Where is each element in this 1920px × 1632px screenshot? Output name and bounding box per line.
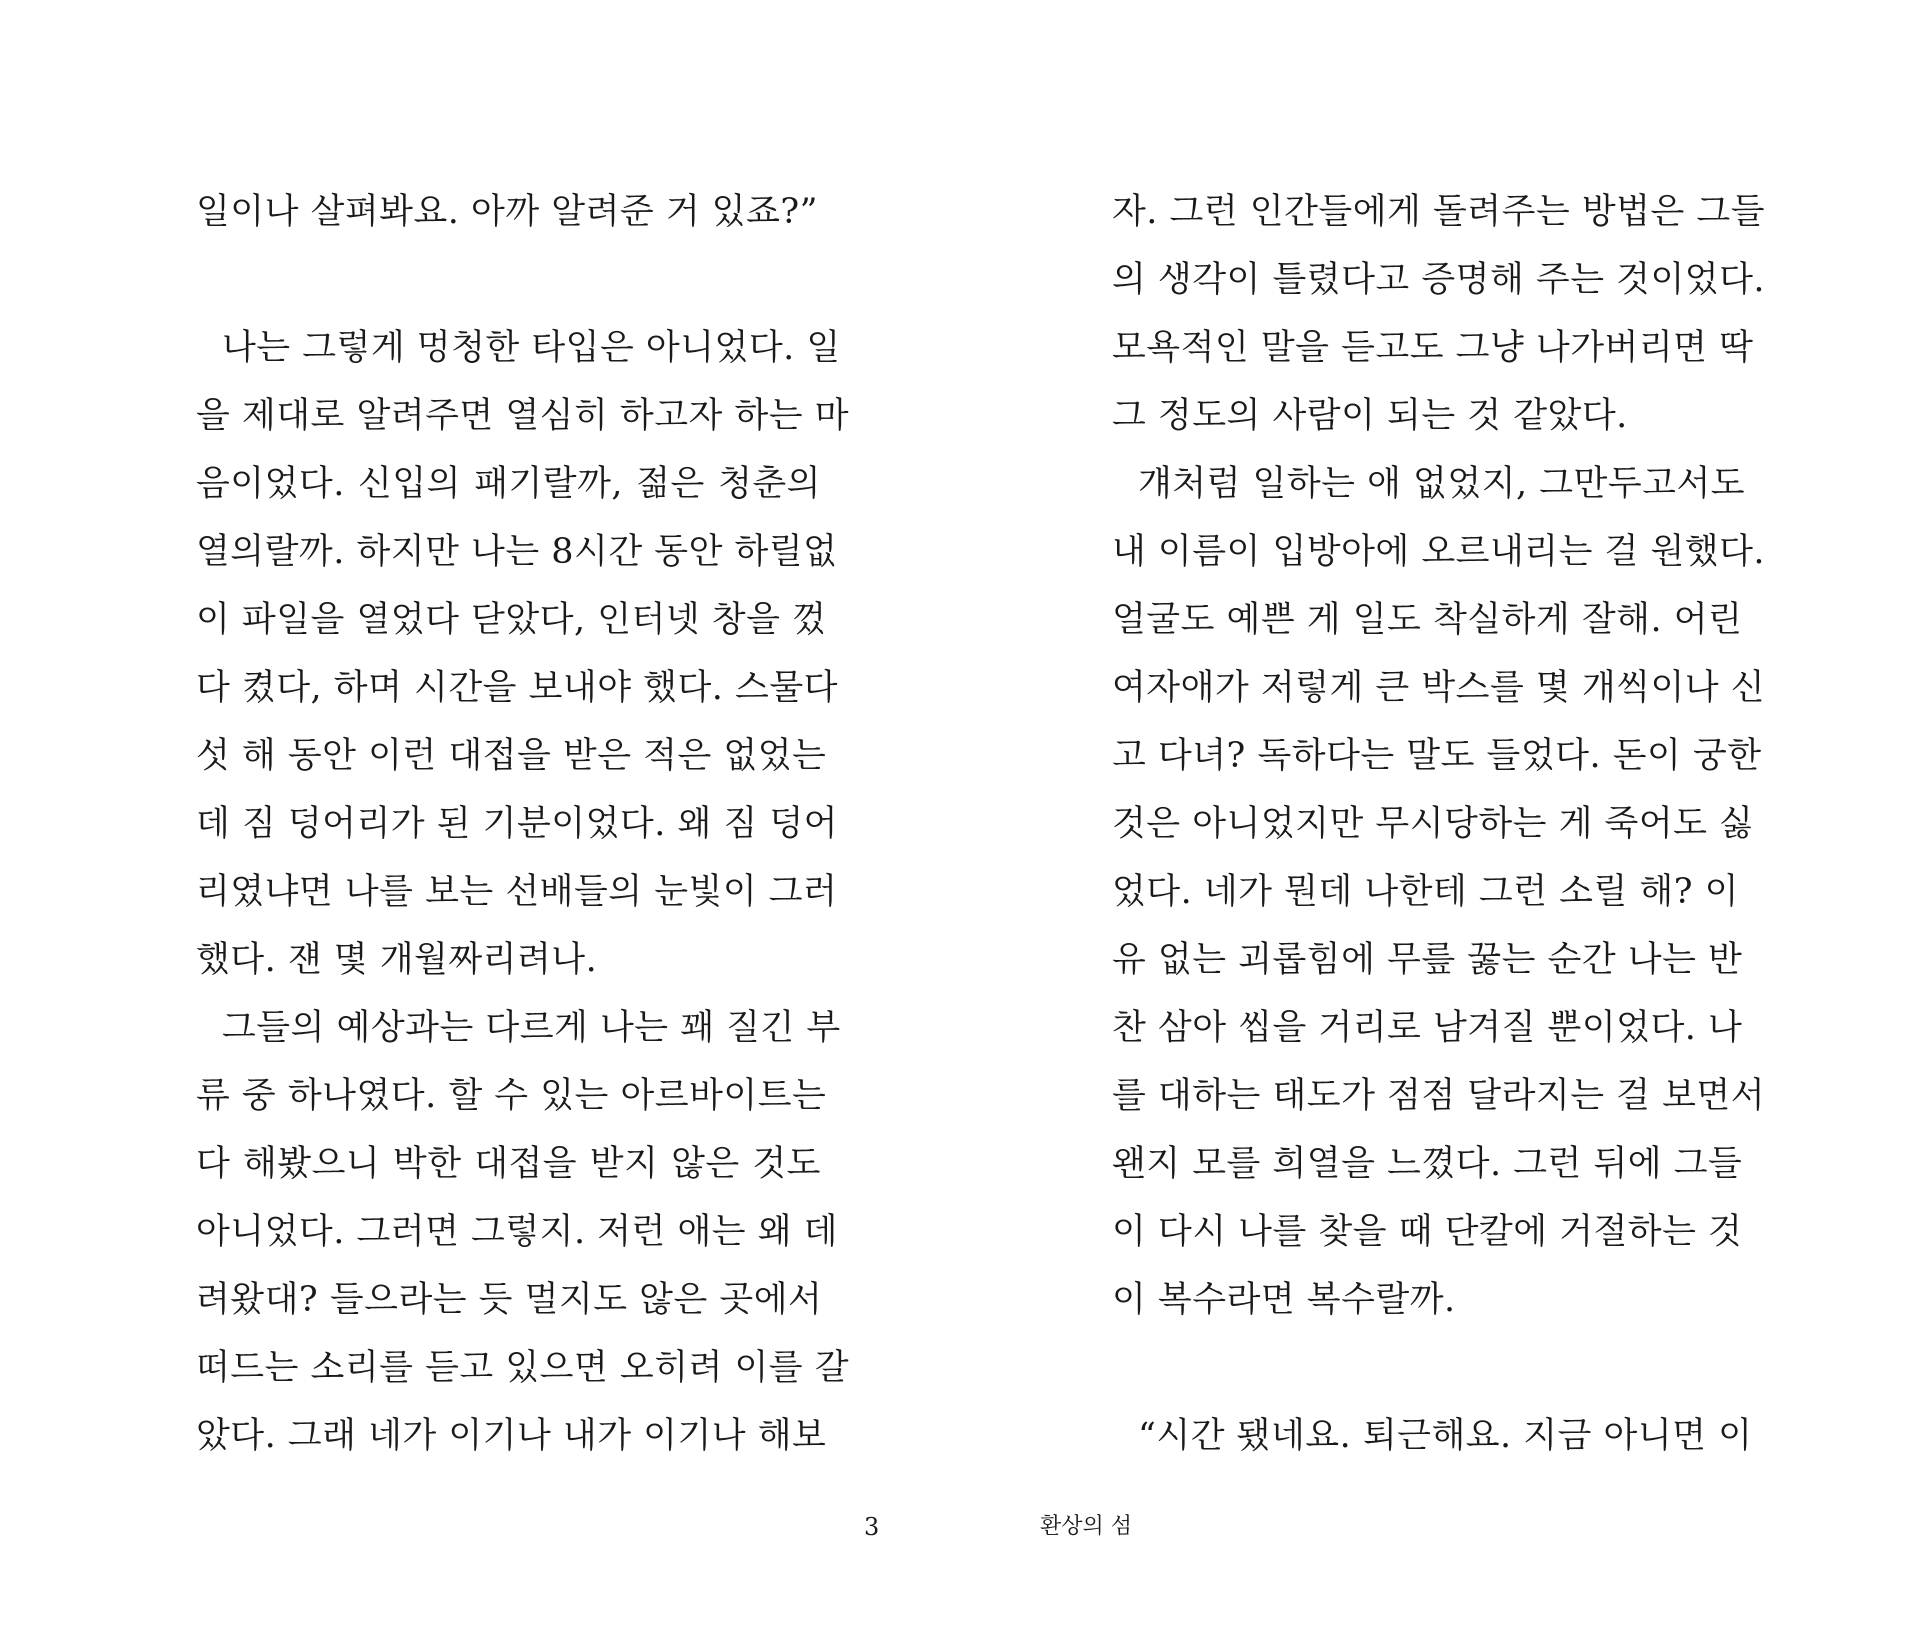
text-line: 찬 삼아 씹을 거리로 남겨질 뿐이었다. 나 xyxy=(1112,1008,1743,1048)
text-line: 했다. 쟨 몇 개월짜리려나. xyxy=(196,940,598,980)
text-line: 얼굴도 예쁜 게 일도 착실하게 잘해. 어린 xyxy=(1112,600,1743,640)
text-line: 려왔대? 들으라는 듯 멀지도 않은 곳에서 xyxy=(196,1280,823,1320)
text-line: 유 없는 괴롭힘에 무릎 꿇는 순간 나는 반 xyxy=(1112,940,1743,980)
text-line: 걔처럼 일하는 애 없었지, 그만두고서도 xyxy=(1138,464,1746,504)
text-line: 일이나 살펴봐요. 아까 알려준 거 있죠?” xyxy=(196,192,819,232)
text-line: 리였냐면 나를 보는 선배들의 눈빛이 그러 xyxy=(196,872,838,912)
text-line: 그 정도의 사람이 되는 것 같았다. xyxy=(1112,396,1628,436)
right-page-body xyxy=(1112,178,1766,1470)
text-line: 았다. 그래 네가 이기나 내가 이기나 해보 xyxy=(196,1416,827,1456)
text-line: 류 중 하나였다. 할 수 있는 아르바이트는 xyxy=(196,1076,827,1116)
text-line: 었다. 네가 뭔데 나한테 그런 소릴 해? 이 xyxy=(1112,872,1739,912)
text-line: 왠지 모를 희열을 느꼈다. 그런 뒤에 그들 xyxy=(1112,1144,1743,1184)
text-line: 음이었다. 신입의 패기랄까, 젊은 청춘의 xyxy=(196,464,821,504)
text-line: 이 복수라면 복수랄까. xyxy=(1112,1280,1456,1320)
text-line: 내 이름이 입방아에 오르내리는 걸 원했다. xyxy=(1112,532,1766,572)
blank-line xyxy=(1112,1334,1737,1402)
page-number: 3 xyxy=(864,1513,880,1541)
text-line: 다 해봤으니 박한 대접을 받지 않은 것도 xyxy=(196,1144,821,1184)
text-line: 을 제대로 알려주면 열심히 하고자 하는 마 xyxy=(196,396,850,436)
text-line: 이 다시 나를 찾을 때 단칼에 거절하는 것 xyxy=(1112,1212,1743,1252)
text-line: 열의랄까. 하지만 나는 8시간 동안 하릴없 xyxy=(196,532,838,572)
text-line: “시간 됐네요. 퇴근해요. 지금 아니면 이 xyxy=(1138,1416,1753,1456)
text-line: 의 생각이 틀렸다고 증명해 주는 것이었다. xyxy=(1112,260,1766,300)
text-line: 이 파일을 열었다 닫았다, 인터넷 창을 껐 xyxy=(196,600,827,640)
text-line: 나는 그렇게 멍청한 타입은 아니었다. 일 xyxy=(222,328,841,368)
text-line: 아니었다. 그러면 그렇지. 저런 애는 왜 데 xyxy=(196,1212,838,1252)
blank-line xyxy=(196,246,821,314)
text-line: 다 켰다, 하며 시간을 보내야 했다. 스물다 xyxy=(196,668,838,708)
text-line: 를 대하는 태도가 점점 달라지는 걸 보면서 xyxy=(1112,1076,1766,1116)
text-line: 것은 아니었지만 무시당하는 게 죽어도 싫 xyxy=(1112,804,1754,844)
running-title: 환상의 섬 xyxy=(1040,1514,1133,1539)
left-page-body xyxy=(196,178,850,1470)
text-line: 그들의 예상과는 다르게 나는 꽤 질긴 부 xyxy=(222,1008,841,1048)
text-line: 떠드는 소리를 듣고 있으면 오히려 이를 갈 xyxy=(196,1348,850,1388)
text-line: 데 짐 덩어리가 된 기분이었다. 왜 짐 덩어 xyxy=(196,804,838,844)
text-line: 여자애가 저렇게 큰 박스를 몇 개씩이나 신 xyxy=(1112,668,1766,708)
text-line: 고 다녀? 독하다는 말도 들었다. 돈이 궁한 xyxy=(1112,736,1762,776)
text-line: 모욕적인 말을 듣고도 그냥 나가버리면 딱 xyxy=(1112,328,1754,368)
text-line: 섯 해 동안 이런 대접을 받은 적은 없었는 xyxy=(196,736,827,776)
text-line: 자. 그런 인간들에게 돌려주는 방법은 그들 xyxy=(1112,192,1766,232)
